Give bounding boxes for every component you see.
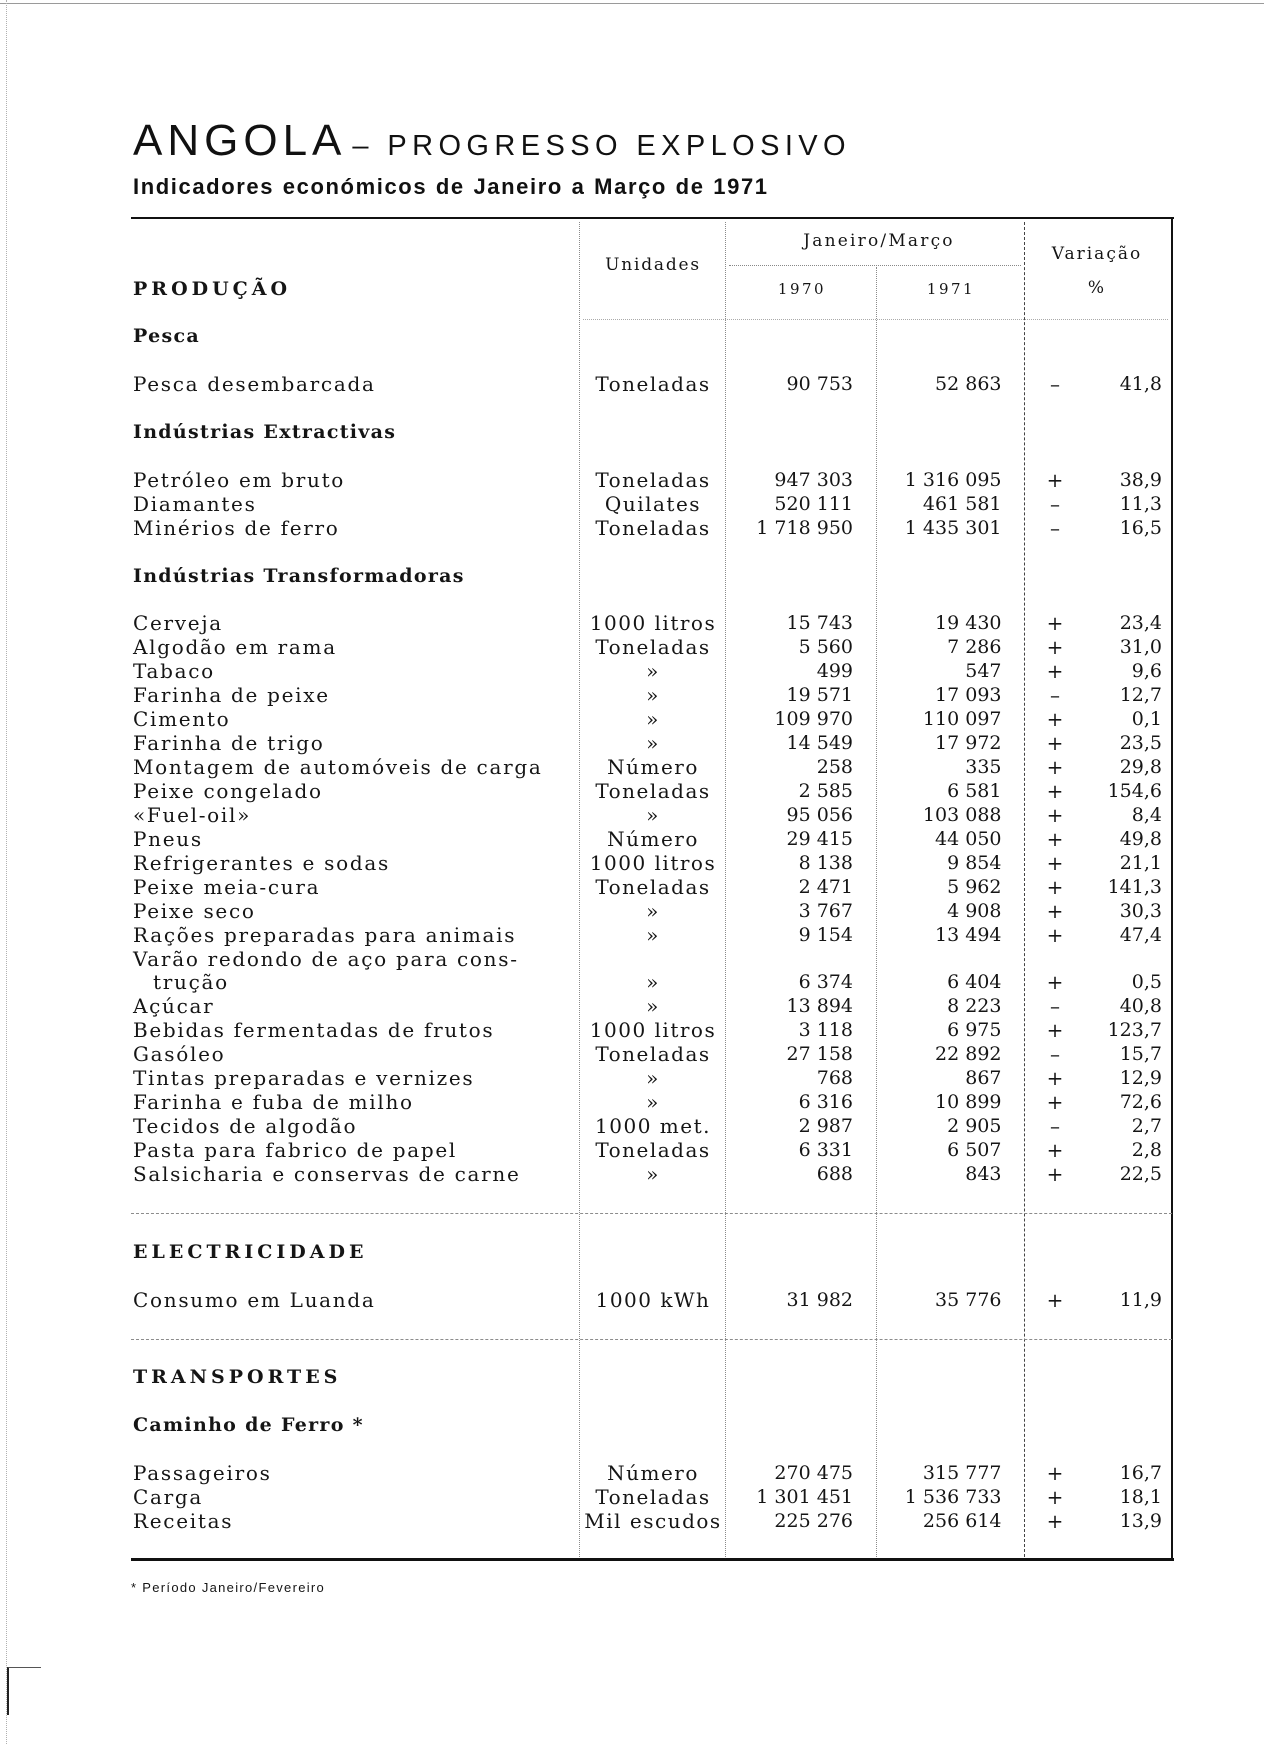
variation-sign-cell: + xyxy=(1046,1090,1064,1115)
value-1970-cell: 768 xyxy=(816,1067,853,1090)
table-section xyxy=(0,301,1264,1187)
table-row xyxy=(0,1163,1264,1187)
row-line xyxy=(0,469,1264,493)
variation-percent-cell: 0,5 xyxy=(1131,971,1162,994)
variation-sign-cell: + xyxy=(1046,850,1064,875)
row-label: Farinha e fuba de milho xyxy=(133,1090,414,1115)
unit-cell: Número xyxy=(607,755,699,779)
unit-cell: Toneladas xyxy=(595,467,711,492)
table-row xyxy=(0,636,1264,660)
group-title-line xyxy=(0,1414,1264,1438)
period-header-divider xyxy=(729,265,1021,266)
section-separator xyxy=(131,1213,1172,1214)
row-line xyxy=(0,373,1264,397)
variation-sign-cell: + xyxy=(1046,659,1064,684)
row-line xyxy=(0,995,1264,1019)
value-1971-cell: 6 581 xyxy=(947,779,1002,802)
value-1971-cell: 52 863 xyxy=(935,373,1002,395)
variation-sign-cell: – xyxy=(1050,515,1060,540)
unit-cell: Toneladas xyxy=(595,515,711,540)
row-line xyxy=(0,612,1264,636)
unit-cell: Quilates xyxy=(604,491,702,516)
value-1971-cell: 2 905 xyxy=(947,1115,1002,1138)
value-1971-cell: 867 xyxy=(965,1067,1002,1090)
variation-percent-cell: 15,7 xyxy=(1119,1043,1162,1066)
table-row xyxy=(0,1139,1264,1163)
row-label: Gasóleo xyxy=(133,1042,226,1067)
variation-percent-cell: 41,8 xyxy=(1119,373,1162,395)
row-line xyxy=(0,900,1264,924)
variation-sign-cell: + xyxy=(1046,874,1064,899)
value-1970-cell: 5 560 xyxy=(798,636,853,659)
variation-sign-cell: + xyxy=(1046,802,1064,827)
variation-percent-cell: 16,7 xyxy=(1119,1462,1162,1485)
unit-cell: Toneladas xyxy=(595,874,711,899)
value-1971-cell: 461 581 xyxy=(922,492,1002,515)
unit-cell: Mil escudos xyxy=(584,1509,722,1534)
group-spacer xyxy=(0,588,1264,612)
row-line xyxy=(0,517,1264,541)
row-label: Montagem de automóveis de carga xyxy=(133,755,543,779)
value-1971-cell: 547 xyxy=(965,660,1002,683)
section-title: TRANSPORTES xyxy=(133,1366,342,1389)
value-1970-cell: 2 471 xyxy=(798,875,853,898)
table-row xyxy=(0,612,1264,636)
header-variation: Variação xyxy=(1051,244,1143,264)
group-spacer xyxy=(0,349,1264,373)
table-row xyxy=(0,876,1264,900)
row-line xyxy=(0,804,1264,828)
table-row xyxy=(0,1462,1264,1486)
row-label: Pesca desembarcada xyxy=(133,372,376,396)
unit-cell: » xyxy=(646,1161,660,1186)
value-1970-cell: 13 894 xyxy=(786,995,853,1018)
unit-cell: » xyxy=(646,994,660,1019)
row-label: Algodão em rama xyxy=(133,635,337,660)
table-row xyxy=(0,948,1264,996)
unit-cell: 1000 kWh xyxy=(595,1287,711,1312)
table-group xyxy=(0,1390,1264,1534)
table-row xyxy=(0,469,1264,493)
value-1970-cell: 90 753 xyxy=(786,373,853,395)
value-1970-cell: 15 743 xyxy=(786,612,853,635)
row-line xyxy=(0,1462,1264,1486)
table-top-rule xyxy=(131,217,1174,219)
value-1970-cell: 3 118 xyxy=(798,1019,853,1042)
section-title-line xyxy=(0,1366,1264,1390)
group-spacer xyxy=(0,1438,1264,1462)
variation-percent-cell: 38,9 xyxy=(1119,468,1162,491)
variation-percent-cell: 18,1 xyxy=(1119,1486,1162,1509)
value-1971-cell: 335 xyxy=(965,756,1002,778)
variation-sign-cell: + xyxy=(1046,1287,1064,1312)
row-line xyxy=(0,660,1264,684)
table-row xyxy=(0,828,1264,852)
section-title: ELECTRICIDADE xyxy=(133,1240,368,1263)
value-1970-cell: 29 415 xyxy=(786,827,853,850)
variation-sign-cell: + xyxy=(1046,1461,1064,1486)
variation-percent-cell: 11,3 xyxy=(1119,492,1162,515)
value-1971-cell: 13 494 xyxy=(935,923,1002,946)
variation-percent-cell: 2,8 xyxy=(1131,1139,1162,1161)
row-line xyxy=(0,780,1264,804)
variation-sign-cell: + xyxy=(1046,1066,1064,1091)
value-1971-cell: 17 093 xyxy=(935,684,1002,707)
value-1970-cell: 2 987 xyxy=(798,1115,853,1138)
row-label: Varão redondo de aço para cons- xyxy=(133,946,519,971)
row-label: Peixe meia-cura xyxy=(133,874,321,899)
variation-sign-cell: + xyxy=(1046,731,1064,756)
row-label: Cerveja xyxy=(133,611,223,636)
variation-sign-cell: – xyxy=(1050,491,1060,516)
row-line xyxy=(0,1019,1264,1043)
value-1971-cell: 6 404 xyxy=(947,971,1002,994)
table-group xyxy=(0,1265,1264,1313)
page-title xyxy=(133,118,851,164)
unit-cell: Toneladas xyxy=(595,1042,711,1067)
table-row xyxy=(0,1019,1264,1043)
group-title: Indústrias Transformadoras xyxy=(133,564,465,587)
row-line xyxy=(0,828,1264,852)
variation-percent-cell: 31,0 xyxy=(1119,636,1162,659)
header-year-1970: 1970 xyxy=(777,280,827,298)
unit-cell: » xyxy=(646,731,660,756)
row-line xyxy=(0,852,1264,876)
unit-cell: 1000 litros xyxy=(589,611,717,636)
row-line xyxy=(0,684,1264,708)
table-row xyxy=(0,780,1264,804)
unit-cell: » xyxy=(646,707,660,732)
row-label: Farinha de trigo xyxy=(133,731,325,756)
variation-sign-cell: – xyxy=(1050,1114,1060,1139)
table-row xyxy=(0,924,1264,948)
group-title: Indústrias Extractivas xyxy=(133,420,397,443)
variation-percent-cell: 2,7 xyxy=(1131,1115,1162,1138)
row-label: Rações preparadas para animais xyxy=(133,922,517,947)
row-label: Refrigerantes e sodas xyxy=(133,850,390,875)
unit-cell: Toneladas xyxy=(595,1138,711,1162)
value-1970-cell: 6 374 xyxy=(798,971,853,994)
section-title-line xyxy=(0,1241,1264,1265)
variation-percent-cell: 22,5 xyxy=(1119,1162,1162,1185)
variation-percent-cell: 12,9 xyxy=(1119,1067,1162,1090)
variation-sign-cell: + xyxy=(1046,467,1064,492)
value-1970-cell: 2 585 xyxy=(798,779,853,802)
table-row xyxy=(0,1091,1264,1115)
row-label: Consumo em Luanda xyxy=(133,1287,376,1312)
row-line xyxy=(0,1067,1264,1091)
table-row xyxy=(0,1067,1264,1091)
row-line xyxy=(0,1139,1264,1163)
group-title: Caminho de Ferro * xyxy=(133,1414,364,1437)
row-label: Pneus xyxy=(133,826,203,851)
table-row xyxy=(0,995,1264,1019)
row-label: Tecidos de algodão xyxy=(133,1114,358,1139)
table-row xyxy=(0,804,1264,828)
unit-cell: Número xyxy=(607,826,699,851)
row-line xyxy=(0,636,1264,660)
value-1971-cell: 10 899 xyxy=(935,1091,1002,1114)
value-1970-cell: 95 056 xyxy=(786,803,853,826)
header-variation-unit: % xyxy=(1087,278,1107,298)
variation-percent-cell: 123,7 xyxy=(1107,1019,1162,1042)
variation-sign-cell: + xyxy=(1046,1138,1064,1162)
variation-sign-cell: + xyxy=(1046,1509,1064,1534)
value-1971-cell: 7 286 xyxy=(947,636,1002,659)
section-separator xyxy=(131,1339,1172,1340)
row-label: Peixe congelado xyxy=(133,778,323,803)
row-label: Açúcar xyxy=(133,994,215,1019)
variation-sign-cell: + xyxy=(1046,755,1064,779)
value-1971-cell: 5 962 xyxy=(947,875,1002,898)
value-1971-cell: 4 908 xyxy=(947,899,1002,922)
row-label: Bebidas fermentadas de frutos xyxy=(133,1018,495,1043)
variation-percent-cell: 141,3 xyxy=(1107,875,1162,898)
value-1971-cell: 6 975 xyxy=(947,1019,1002,1042)
row-label: Receitas xyxy=(133,1509,234,1534)
unit-cell: 1000 litros xyxy=(589,850,717,875)
value-1970-cell: 27 158 xyxy=(786,1043,853,1066)
unit-cell: » xyxy=(646,922,660,947)
unit-cell: » xyxy=(646,1066,660,1091)
scan-edge-top xyxy=(0,3,1264,4)
value-1970-cell: 688 xyxy=(816,1162,853,1185)
variation-percent-cell: 11,9 xyxy=(1119,1288,1162,1311)
value-1970-cell: 499 xyxy=(816,660,853,683)
title-tagline: – PROGRESSO EXPLOSIVO xyxy=(352,130,851,162)
value-1970-cell: 270 475 xyxy=(774,1462,853,1485)
unit-cell: Toneladas xyxy=(595,372,711,396)
variation-sign-cell: + xyxy=(1046,611,1064,636)
header-units: Unidades xyxy=(605,255,701,275)
variation-sign-cell: + xyxy=(1046,970,1064,995)
unit-cell: 1000 met. xyxy=(595,1114,711,1139)
variation-percent-cell: 72,6 xyxy=(1119,1091,1162,1114)
row-label: Farinha de peixe xyxy=(133,683,330,708)
value-1971-cell: 103 088 xyxy=(922,803,1002,826)
value-1970-cell: 947 303 xyxy=(774,468,853,491)
value-1971-cell: 256 614 xyxy=(922,1510,1002,1533)
variation-sign-cell: + xyxy=(1046,707,1064,732)
variation-sign-cell: + xyxy=(1046,922,1064,947)
unit-cell: Toneladas xyxy=(595,778,711,803)
value-1971-cell: 315 777 xyxy=(922,1462,1002,1485)
variation-percent-cell: 9,6 xyxy=(1131,660,1162,683)
value-1970-cell: 6 331 xyxy=(798,1139,853,1161)
value-1970-cell: 1 718 950 xyxy=(756,516,853,539)
unit-cell: » xyxy=(646,683,660,708)
unit-cell: » xyxy=(646,802,660,827)
value-1971-cell: 35 776 xyxy=(935,1288,1002,1311)
header-year-1971: 1971 xyxy=(926,280,976,298)
value-1971-cell: 1 435 301 xyxy=(904,516,1002,539)
scan-corner-mark xyxy=(7,1667,41,1715)
table-row xyxy=(0,517,1264,541)
variation-percent-cell: 154,6 xyxy=(1107,779,1162,802)
table-row xyxy=(0,493,1264,517)
variation-sign-cell: – xyxy=(1050,994,1060,1019)
header-section-production: PRODUÇÃO xyxy=(133,278,292,300)
table-row xyxy=(0,900,1264,924)
page-subtitle: Indicadores económicos de Janeiro a Março de 1971 xyxy=(133,174,769,199)
group-title: Pesca xyxy=(133,325,200,348)
row-label: Carga xyxy=(133,1485,204,1510)
table-row xyxy=(0,660,1264,684)
table-section xyxy=(0,1187,1264,1313)
table-bottom-rule xyxy=(131,1558,1174,1561)
table-group xyxy=(0,301,1264,397)
group-title-line xyxy=(0,325,1264,349)
value-1970-cell: 225 276 xyxy=(774,1510,853,1533)
row-line xyxy=(0,1510,1264,1534)
table-row xyxy=(0,373,1264,397)
table-group xyxy=(0,397,1264,541)
variation-percent-cell: 0,1 xyxy=(1131,708,1162,731)
row-label: trução xyxy=(153,970,229,995)
row-line xyxy=(0,1289,1264,1313)
variation-sign-cell: – xyxy=(1050,683,1060,708)
value-1971-cell: 19 430 xyxy=(935,612,1002,635)
variation-sign-cell: + xyxy=(1046,1161,1064,1186)
variation-percent-cell: 49,8 xyxy=(1119,827,1162,850)
value-1971-cell: 8 223 xyxy=(947,995,1002,1018)
variation-percent-cell: 30,3 xyxy=(1119,899,1162,922)
row-line xyxy=(0,1091,1264,1115)
value-1971-cell: 1 316 095 xyxy=(904,468,1002,491)
row-label: Peixe seco xyxy=(133,898,256,923)
table-body xyxy=(0,301,1264,1534)
variation-sign-cell: + xyxy=(1046,1485,1064,1510)
table-row xyxy=(0,708,1264,732)
variation-sign-cell: + xyxy=(1046,898,1064,923)
value-1971-cell: 17 972 xyxy=(935,732,1002,755)
value-1971-cell: 22 892 xyxy=(935,1043,1002,1066)
table-row xyxy=(0,756,1264,780)
group-title-line xyxy=(0,421,1264,445)
value-1970-cell: 8 138 xyxy=(798,851,853,874)
row-line xyxy=(0,708,1264,732)
variation-percent-cell: 47,4 xyxy=(1119,923,1162,946)
row-line xyxy=(0,876,1264,900)
row-line xyxy=(0,971,1264,995)
variation-percent-cell: 29,8 xyxy=(1119,756,1162,778)
table-group xyxy=(0,541,1264,1187)
variation-sign-cell: – xyxy=(1050,1042,1060,1067)
value-1970-cell: 1 301 451 xyxy=(756,1486,853,1509)
row-label: Minérios de ferro xyxy=(133,515,340,540)
table-row xyxy=(0,852,1264,876)
header-period: Janeiro/Março xyxy=(803,231,955,251)
row-line xyxy=(0,1115,1264,1139)
value-1970-cell: 6 316 xyxy=(798,1091,853,1114)
row-label: Cimento xyxy=(133,707,231,732)
row-line xyxy=(0,1043,1264,1067)
unit-cell: » xyxy=(646,898,660,923)
unit-cell: 1000 litros xyxy=(589,1018,717,1043)
variation-percent-cell: 40,8 xyxy=(1119,995,1162,1018)
row-label: «Fuel-oil» xyxy=(133,802,252,827)
group-title-line xyxy=(0,565,1264,589)
row-label: Passageiros xyxy=(133,1461,272,1486)
table-row xyxy=(0,1115,1264,1139)
row-label: Tabaco xyxy=(133,659,215,684)
table-row xyxy=(0,1289,1264,1313)
value-1970-cell: 19 571 xyxy=(786,684,853,707)
value-1970-cell: 258 xyxy=(816,756,853,778)
variation-sign-cell: + xyxy=(1046,635,1064,660)
row-line xyxy=(0,948,1264,972)
row-line xyxy=(0,1163,1264,1187)
value-1971-cell: 9 854 xyxy=(947,851,1002,874)
variation-percent-cell: 16,5 xyxy=(1119,516,1162,539)
table-row xyxy=(0,1043,1264,1067)
row-label: Petróleo em bruto xyxy=(133,467,346,492)
value-1971-cell: 6 507 xyxy=(947,1139,1002,1161)
variation-percent-cell: 13,9 xyxy=(1119,1510,1162,1533)
unit-cell: Toneladas xyxy=(595,635,711,660)
row-line xyxy=(0,493,1264,517)
table-row xyxy=(0,684,1264,708)
footnote: * Período Janeiro/Fevereiro xyxy=(131,1580,326,1595)
row-line xyxy=(0,732,1264,756)
variation-sign-cell: + xyxy=(1046,778,1064,803)
value-1971-cell: 110 097 xyxy=(922,708,1002,731)
unit-cell: Número xyxy=(607,1461,699,1486)
row-label: Salsicharia e conservas de carne xyxy=(133,1161,521,1186)
unit-cell: » xyxy=(646,659,660,684)
table-row xyxy=(0,1510,1264,1534)
group-spacer xyxy=(0,445,1264,469)
value-1970-cell: 109 970 xyxy=(774,708,853,731)
value-1970-cell: 31 982 xyxy=(786,1288,853,1311)
title-main: ANGOLA xyxy=(133,116,347,165)
variation-percent-cell: 8,4 xyxy=(1131,803,1162,826)
value-1970-cell: 14 549 xyxy=(786,732,853,755)
row-label: Pasta para fabrico de papel xyxy=(133,1138,457,1162)
unit-cell: » xyxy=(646,970,660,995)
variation-percent-cell: 12,7 xyxy=(1119,684,1162,707)
variation-percent-cell: 23,5 xyxy=(1119,732,1162,755)
table-row xyxy=(0,732,1264,756)
variation-percent-cell: 23,4 xyxy=(1119,612,1162,635)
unit-cell: Toneladas xyxy=(595,1485,711,1510)
variation-sign-cell: + xyxy=(1046,826,1064,851)
table-section xyxy=(0,1313,1264,1534)
row-line xyxy=(0,756,1264,780)
value-1970-cell: 9 154 xyxy=(798,923,853,946)
row-line xyxy=(0,924,1264,948)
table-row xyxy=(0,1486,1264,1510)
row-line xyxy=(0,1486,1264,1510)
row-label: Diamantes xyxy=(133,491,257,516)
variation-percent-cell: 21,1 xyxy=(1119,851,1162,874)
variation-sign-cell: + xyxy=(1046,1018,1064,1043)
value-1971-cell: 843 xyxy=(965,1162,1002,1185)
value-1970-cell: 3 767 xyxy=(798,899,853,922)
value-1971-cell: 44 050 xyxy=(935,827,1002,850)
value-1971-cell: 1 536 733 xyxy=(904,1486,1002,1509)
value-1970-cell: 520 111 xyxy=(774,492,853,515)
unit-cell: » xyxy=(646,1090,660,1115)
row-label: Tintas preparadas e vernizes xyxy=(133,1066,475,1091)
variation-sign-cell: – xyxy=(1050,372,1060,396)
